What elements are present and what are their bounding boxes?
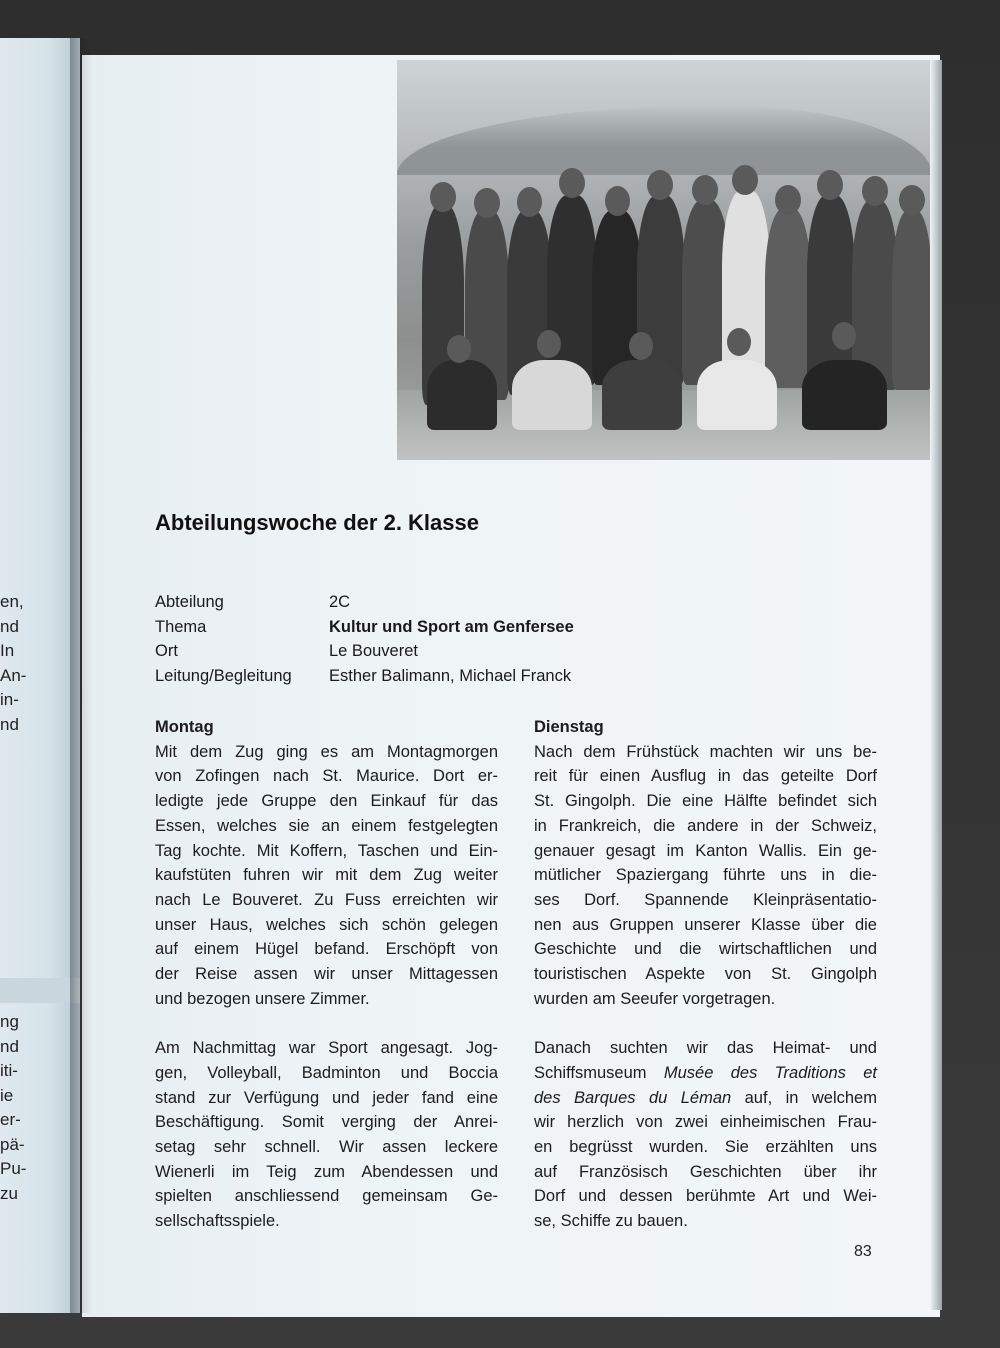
photo-person-head bbox=[862, 176, 888, 206]
class-group-photo bbox=[397, 60, 932, 460]
book-spine-shadow bbox=[70, 38, 92, 1313]
photo-person-head bbox=[732, 165, 758, 195]
paragraph-montag-2: Am Nachmittag war Sport angesagt. Jog- gen, Volleyball, Badminton und Boccia stand zur Verfügung und jeder fand eine Beschäftigung. Somit verging der Anrei- setag sehr schnell. Wir assen leckere Wienerli im Teig zum Abendessen und spielten anschliessend gemeinsam Ge- sellschaftsspiele. bbox=[155, 1039, 498, 1231]
photo-person-head bbox=[474, 188, 500, 218]
photo-person-head bbox=[647, 170, 673, 200]
heading-dienstag: Dienstag bbox=[534, 718, 604, 736]
left-page-fragments-bottom: ng nd iti- ie er- pä- Pu- zu bbox=[0, 1012, 27, 1203]
photo-person-head bbox=[899, 185, 925, 215]
museum-name-line-1: Schiffsmuseum Musée des Traditions et bbox=[534, 1063, 877, 1082]
photo-person-head bbox=[692, 175, 718, 205]
paragraph-montag-1: Mit dem Zug ging es am Montagmorgen von Zofingen nach St. Maurice. Dort er- ledigte jede Gruppe den Einkauf für das Essen, welches sie an einem festgelegten Tag kochte. Mit Koffern, Taschen und Ein- kaufstüten fuhren wir mit dem Zug weiter nach Le Bouveret. Zu Fuss erreichten wir unser Haus, welches sich schön gelegen auf einem Hügel befand. Erschöpft von der Reise assen wir unser Mittagessen und bezogen unsere Zimmer. bbox=[155, 742, 498, 1008]
left-page-photo-strip bbox=[0, 978, 80, 1003]
photo-person bbox=[722, 190, 770, 385]
paragraph-dienstag-2: Danach suchten wir das Heimat- und Schiffsmuseum Musée des Traditions et des Barques du Léman auf, in welchem wir herzlich von zwei einheimischen Frau- en begrüsst wurden. Sie erzählten uns auf Französisch Geschichten über ihr Dorf und dessen berühmte Art und Wei- se, Schiffe zu bauen. bbox=[534, 1039, 877, 1231]
photo-person-head bbox=[817, 170, 843, 200]
article-title: Abteilungswoche der 2. Klasse bbox=[155, 510, 479, 535]
photo-person bbox=[592, 210, 642, 385]
photo-person-head bbox=[727, 328, 751, 356]
photo-person-head bbox=[447, 335, 471, 363]
photo-person-head bbox=[605, 186, 630, 216]
heading-montag: Montag bbox=[155, 718, 214, 736]
left-facing-page bbox=[0, 38, 80, 1313]
photo-person-sitting bbox=[427, 360, 497, 430]
photo-person bbox=[765, 208, 811, 388]
photo-person bbox=[547, 195, 597, 385]
magazine-page: Abteilungswoche der 2. Klasse Abteilung 2C Thema Kultur und Sport am Genfersee Ort Le Bouveret Leitung/Begleitung Esther Balimann, Michael Franck Montag Mit dem Zug ging es am Montagmorgen von Zofingen nach St. Maurice. Dort er- ledigte jede Gruppe den Einkauf für das Essen, welches sie an einem festgelegten Tag kochte. Mit Koffern, Taschen und Ein- kaufstüten fuhren wir mit dem Zug weiter nach Le Bouveret. Zu Fuss erreichten wir unser Haus, welches sich schön gelegen auf einem Hügel befand. Erschöpft von der Reise assen wir unser Mittagessen und bezogen unsere Zimmer. Am Nachmittag war Sport angesagt. Jog- gen, Volleyball, Badminton und Boccia stand zur Verfügung und jeder fand eine Beschäftigung. Somit verging der Anrei- setag sehr schnell. Wir assen leckere Wienerli im Teig zum Abendessen und spielten anschliessend gemeinsam Ge- sellschaftsspiele. Dienstag Nach dem Frühstück machten wir uns be- reit für einen Ausflug in das geteilte Dorf St. Gingolph. Die eine Hälfte befindet sich in Frankreich, die andere in der Schweiz, genauer gesagt im Kanton Wallis. Ein ge- mütlicher Spaziergang führte uns in die- ses Dorf. Spannende Kleinpräsentatio- nen aus Gruppen unserer Klasse über die Geschichte und die wirtschaftlichen und touristischen Aspekte von St. Gingolph wurden am Seeufer vorgetragen. Danach suchten wir das Heimat- und Schiffsmuseum Musée des Traditions et des Barques du Léman auf, in welchem wir herzlich von zwei einheimischen Frau- en begrüsst wurden. Sie erzählten uns auf Französisch Geschichten über ihr Dorf und dessen berühmte Art und Wei- se, Schiffe zu bauen. 83 bbox=[82, 55, 940, 1317]
photo-person-head bbox=[537, 330, 561, 358]
paragraph-dienstag-1: Nach dem Frühstück machten wir uns be- reit für einen Ausflug in das geteilte Dorf St. Gingolph. Die eine Hälfte befindet sich in Frankreich, die andere in der Schweiz, genauer gesagt im Kanton Wallis. Ein ge- mütlicher Spaziergang führte uns in die- ses Dorf. Spannende Kleinpräsentatio- nen aus Gruppen unserer Klasse über die Geschichte und die wirtschaftlichen und touristischen Aspekte von St. Gingolph wurden am Seeufer vorgetragen. bbox=[534, 742, 877, 1008]
photo-person-head bbox=[559, 168, 585, 198]
column-montag bbox=[155, 715, 498, 1258]
photo-person-head bbox=[832, 322, 856, 350]
photo-person-head bbox=[775, 185, 801, 215]
photo-hills bbox=[397, 105, 932, 175]
page-number: 83 bbox=[854, 1243, 872, 1260]
column-dienstag bbox=[534, 715, 877, 1258]
photo-person-head bbox=[629, 332, 653, 360]
photo-person-sitting bbox=[512, 360, 592, 430]
left-page-fragments-top: en, nd In An- in- nd bbox=[0, 592, 27, 734]
photo-person-head bbox=[517, 187, 542, 217]
museum-name-line-2: des Barques du Léman auf, in welchem bbox=[534, 1088, 877, 1107]
photo-person bbox=[892, 210, 932, 390]
photo-person-sitting bbox=[602, 360, 682, 430]
photo-person-sitting bbox=[802, 360, 887, 430]
page-edge bbox=[930, 60, 942, 1310]
photo-person-head bbox=[430, 182, 456, 212]
photo-person-sitting bbox=[697, 360, 777, 430]
